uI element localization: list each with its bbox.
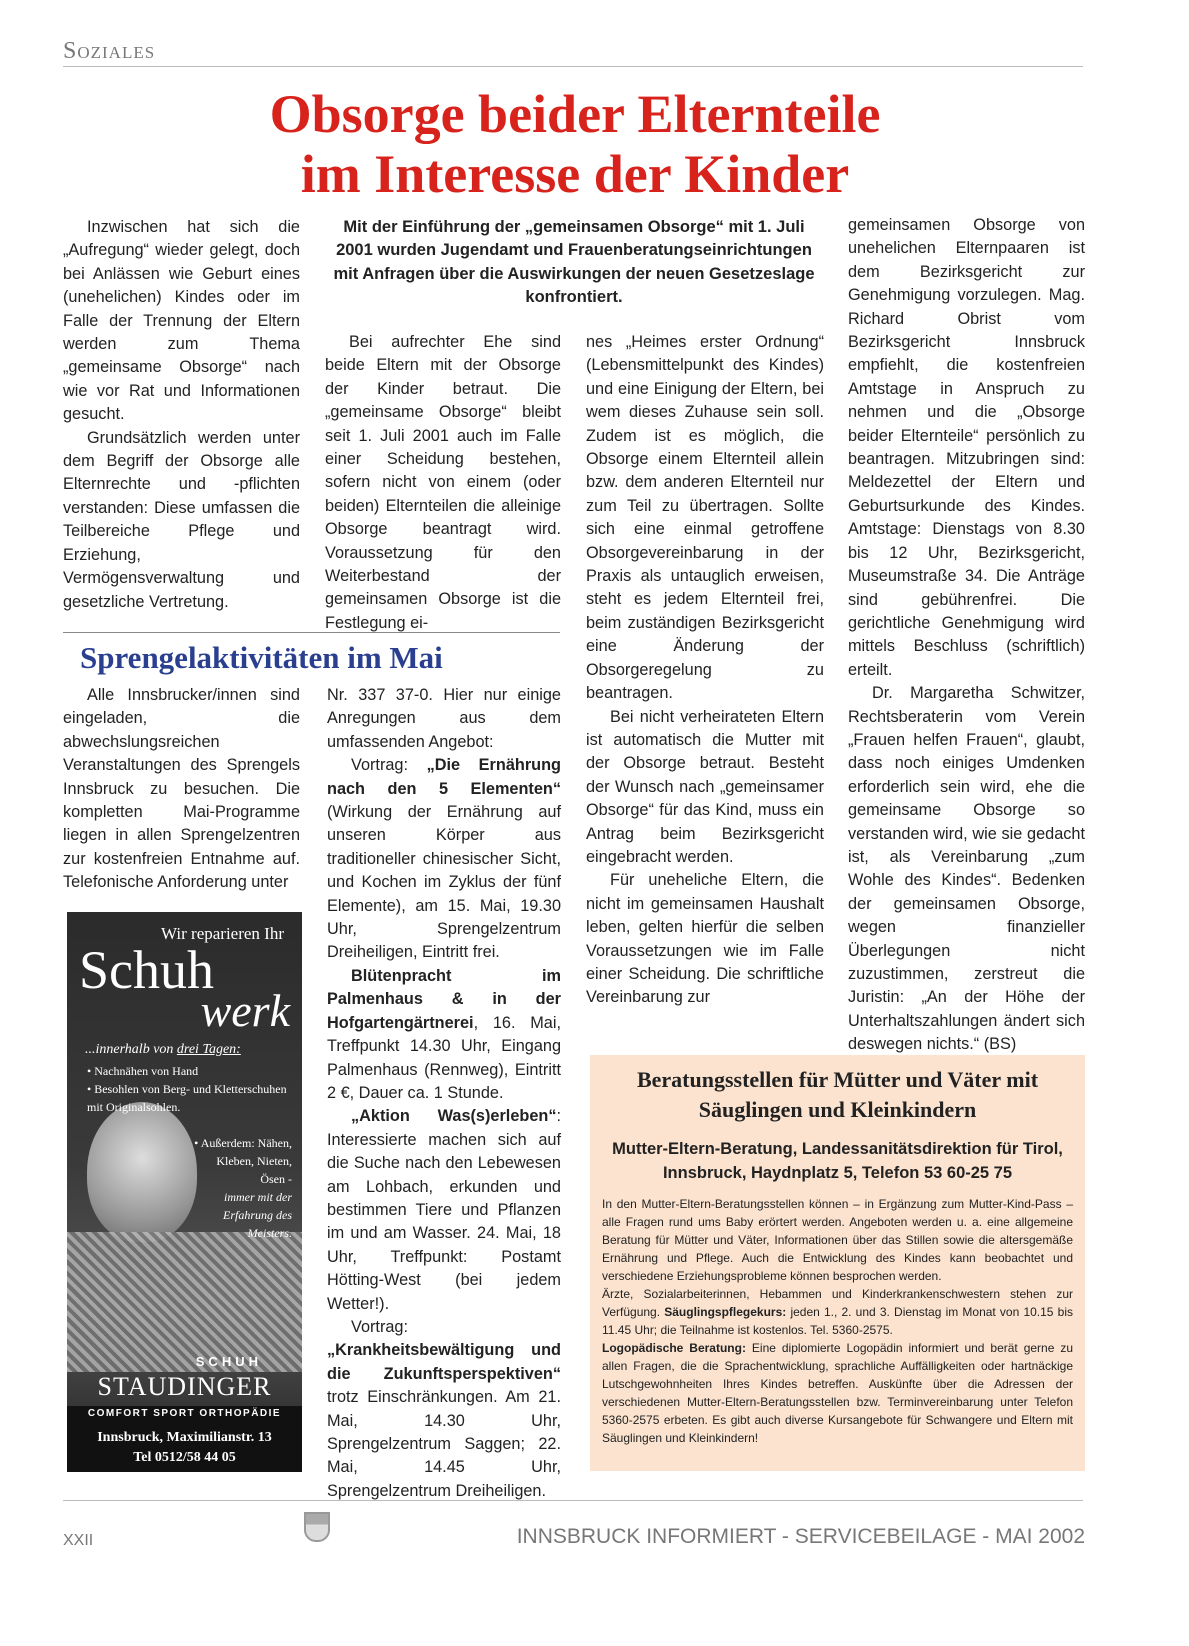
city-coat-of-arms-icon [304,1512,330,1542]
sprengel-heading: Sprengelaktivitäten im Mai [80,640,443,675]
paragraph [325,331,561,635]
bold-text: „Aktion Was(s)erleben“ [351,1107,557,1126]
section-label: Soziales [63,38,156,64]
text: Dr. Margaretha Schwitzer, Rechtsberaterin vom Verein „Frauen helfen Frauen“, glaubt, dass noch einiges Umdenken erforderlich sein wird, ehe die gemeinsame Obsorge so verstanden wird, wie sie gedacht ist, als Vereinbarung „zum Wohle des Kindes“. Bedenken der gemeinsamen Obsorge, wegen finanzieller Überlegungen nicht zuzustimmen, zerstreut die Juristin: „An der Höhe der Unterhaltszahlungen ändert sich deswegen nichts.“ (BS) [848,684,1085,1054]
ad-word-werk: werk [200,985,290,1036]
ad-italic-line: immer mit der Erfahrung des Meisters. [223,1190,292,1240]
counseling-info-box [590,1055,1085,1471]
paragraph [327,965,561,1105]
bold-text: „Krankheitsbewältigung und die Zukunftsperspektiven“ [327,1341,561,1383]
paragraph [848,214,1085,682]
header-divider [63,66,1083,67]
ad-address: Innsbruck, Maximilianstr. 13 [97,1430,272,1445]
footer-divider [63,1500,1083,1501]
text: In den Mutter-Eltern-Beratungsstellen können – in Ergänzung zum Mutter-Kind-Pass – alle Fragen rund ums Baby erörtert werden. Angeboten werden u. a. eine allgemeine Beratung für Mütter und Väter, Informationen über das Stillen sowie die altersgemäße Ernährung und Pflege. Auch die Entwicklung des Kindes kann beobachtet und verschiedene Erziehungsprobleme können besprochen werden. [602,1197,1073,1283]
article-column-4 [848,214,1085,1057]
paragraph [63,216,300,427]
text: Grundsätzlich werden unter dem Begriff der Obsorge alle Elternrechte und -pflichten verstanden: Diese umfassen die Teilbereiche Pflege und Erziehung, Vermögensverwaltung und gesetzliche Vertretung. [63,428,300,611]
section-divider [63,632,560,633]
ad-tagline: Wir reparieren Ihr [161,924,284,943]
text: Bei aufrechter Ehe sind beide Eltern mit der Obsorge der Kinder betraut. Die „gemeinsame Obsorge“ bleibt seit 1. Juli 2001 auch im Falle einer Scheidung bestehen, sofern nicht von einem (oder beiden) Elternteilen die alleinige Obsorge beantragt wird. Voraussetzung für den Weiterbestand der gemeinsamen Obsorge ist die Festlegung ei- [325,333,561,632]
photo-shirt [67,1232,302,1372]
article-column-1 [63,216,300,614]
text: , 16. Mai, Treffpunkt 14.30 Uhr, Eingang Palmenhaus (Rennweg), Eintritt 2 €, Dauer ca. 1 Stunde. [327,1013,561,1102]
photo-man-portrait [87,1102,197,1242]
text: (Wirkung der Ernährung auf unseren Körper aus traditioneller chinesischer Sicht, und Kochen im Zyklus der fünf Elemente), am 15. Mai, 19.30 Uhr, Sprengelzentrum Dreiheiligen, Eintritt frei. [327,803,561,962]
headline-line-2: im Interesse der Kinder [300,144,850,204]
paragraph [327,754,561,965]
text: Eine diplomierte Logopädin informiert und berät gerne zu allen Fragen, die die Sprachentwicklung, sprachliche Auffälligkeiten oder hartnäckige Lutschgewohnheiten Ihres Kindes betreffen. Auskünfte über die Adressen der verschiedenen Mutter-Eltern-Beratungsstellen bzw. Terminvereinbarung unter Telefon 5360-2575 erbeten. Es gibt auch diverse Kursangebote für Schwangere und Eltern mit Säuglingen und Kleinkindern! [602,1341,1074,1445]
bold-text: Säuglingspflegekurs: [664,1305,787,1319]
ad-extra [192,1134,292,1242]
paragraph [63,427,300,614]
article-column-2 [325,331,561,635]
sprengel-column-1 [63,684,300,895]
ad-services [87,1062,287,1116]
text: Inzwischen hat sich die „Aufregung“ wieder gelegt, doch bei Anlässen wie Geburt eines (unehelichen) Kindes oder im Falle der Trennung der Eltern werden zum Thema „gemeinsame Obsorge“ nach wie vor Rat und Informationen gesucht. [63,218,300,424]
paragraph [63,684,300,895]
sprengel-column-2 [327,684,561,1503]
text: trotz Einschränkungen. Am 21. Mai, 14.30 Uhr, Sprengelzentrum Saggen; 22. Mai, 14.45 Uhr, Sprengelzentrum Dreiheiligen. [327,1388,561,1500]
text: Vortrag: [351,1317,409,1336]
paragraph [586,706,824,870]
box-subtitle: Mutter-Eltern-Beratung, Landessanitätsdirektion für Tirol, Innsbruck, Haydnplatz 5, Telefon 53 60-25 75 [612,1140,1063,1182]
ad-within: ...innerhalb von drei Tagen: [85,1042,241,1057]
ad-word-schuh: Schuh [79,940,214,1000]
ad-bullet: • Außerdem: Nähen, Kleben, Nieten, Ösen - [194,1136,292,1186]
text: Vortrag: [351,756,427,775]
paragraph [602,1339,1073,1447]
text: Für uneheliche Eltern, die nicht im gemeinsamen Haushalt leben, gelten hierfür die selben Voraussetzungen wie im Falle einer Scheidung. Die schriftliche Vereinbarung zur [586,871,824,1007]
bold-text: Blütenpracht im Palmenhaus & in der Hofgartengärtnerei [327,966,561,1032]
text: jeden 1., 2. und 3. Dienstag im Monat von 10.15 bis 11.45 Uhr; die Teilnahme ist kostenlos. Tel. 5360-2575. [602,1305,1073,1337]
box-body [590,1195,1085,1447]
bold-text: „Die Ernährung nach den 5 Elementen“ [327,756,561,798]
paragraph [602,1285,1073,1339]
ad-brand: STAUDINGER [97,1372,272,1401]
text: Alle Innsbrucker/innen sind eingeladen, die abwechslungsreichen Veranstaltungen des Sprengels Innsbruck zu besuchen. Die kompletten Mai-Programme liegen in allen Sprengelzentren zur kostenfreien Entnahme auf. Telefonische Anforderung unter [63,686,300,892]
paragraph [327,1105,561,1316]
paragraph [586,869,824,1009]
text: nes „Heimes erster Ordnung“ (Lebensmittelpunkt des Kindes) und eine Einigung der Eltern, bei wem dieses Zuhause sein soll. Zudem ist es möglich, die Obsorge einem Elternteil allein bzw. dem anderen Elternteil nur zum Teil zu übertragen. Sollte sich eine einmal getroffene Obsorgevereinbarung in der Praxis als untauglich erweisen, steht es jedem Elternteil frei, beim zuständigen Bezirksgericht eine Änderung der Obsorgeregelung zu beantragen. [586,333,824,703]
ad-phone: Tel 0512/58 44 05 [133,1450,236,1465]
paragraph [327,1316,561,1503]
ad-brand-sub: COMFORT SPORT ORTHOPÄDIE [87,1408,282,1419]
paragraph [327,684,561,754]
text: : Interessierte machen sich auf die Suche nach den Lebewesen am Lohbach, erkunden und bestimmen Tiere und Pflanzen im und am Wasser. 24. Mai, 18 Uhr, Treffpunkt: Postamt Hötting-West (bei jedem Wetter!). [327,1107,561,1313]
headline [60,84,1090,204]
text: gemeinsamen Obsorge von unehelichen Elternpaaren ist dem Bezirksgericht zur Genehmigung vorzulegen. Mag. Richard Obrist vom Bezirksgericht Innsbruck empfiehlt, die kostenfreien Amtstage in Anspruch zu nehmen und die „Obsorge beider Elternteile“ persönlich zu beantragen. Mitzubringen sind: Meldezettel der Eltern und Geburtsurkunde des Kindes. Amtstage: Dienstags von 8.30 bis 12 Uhr, Bezirksgericht, Museumstraße 34. Die Anträge sind gebührenfrei. Die gerichtliche Genehmigung wird mittels Beschluss (schriftlich) erteilt. [848,216,1085,679]
text: Bei nicht verheirateten Eltern ist automatisch die Mutter mit der Obsorge betraut. Besteht der Wunsch nach „gemeinsamer Obsorge“ für das Kind, muss ein Antrag beim Bezirksgericht eingebracht werden. [586,707,824,866]
paragraph [848,682,1085,1057]
text: Nr. 337 37-0. Hier nur einige Anregungen aus dem umfassenden Angebot: [327,686,561,751]
paragraph [586,331,824,706]
publication-footer: INNSBRUCK INFORMIERT - SERVICEBEILAGE - MAI 2002 [516,1525,1085,1548]
article-lead: Mit der Einführung der „gemeinsamen Obsorge“ mit 1. Juli 2001 wurden Jugendamt und Frauenberatungseinrichtungen mit Anfragen über die Auswirkungen der neuen Gesetzeslage konfrontiert. [333,218,815,307]
paragraph [602,1195,1073,1285]
bold-text: Logopädische Beratung: [602,1341,746,1355]
ad-bullet: • Besohlen von Berg- und Kletterschuhen mit Originalsohlen. [87,1082,287,1114]
article-column-3 [586,331,824,1010]
ad-bullet: • Nachnähen von Hand [87,1064,199,1078]
page-number: XXII [63,1532,94,1549]
headline-line-1: Obsorge beider Elternteile [269,84,881,144]
shoe-repair-advertisement [67,912,302,1472]
ad-brand-small: SCHUH [195,1354,262,1369]
text: Ärzte, Sozialarbeiterinnen, Hebammen und Kinderkrankenschwestern stehen zur Verfügung. [602,1287,1073,1319]
box-title: Beratungsstellen für Mütter und Väter mit Säuglingen und Kleinkindern [636,1067,1039,1122]
